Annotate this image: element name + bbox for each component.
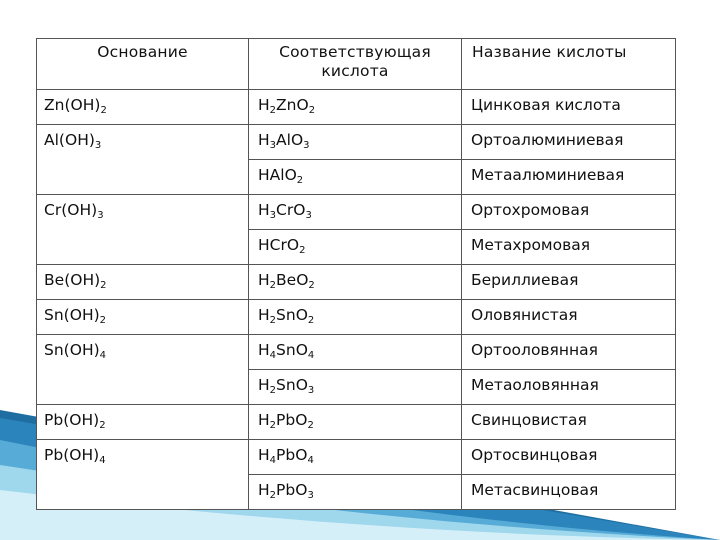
- acid-formula-cell: $H_4PbO_4$: [249, 440, 462, 475]
- acid-name-cell: Ортооловянная: [462, 335, 676, 370]
- acid-formula-cell: $H_3AlO_3$: [249, 125, 462, 160]
- acid-formula-cell: $H_2PbO_2$: [249, 405, 462, 440]
- acid-name-cell: Метахромовая: [462, 230, 676, 265]
- acid-formula-cell: $H_2ZnO_2$: [249, 90, 462, 125]
- base-cell: $Sn(OH)_2$: [37, 300, 249, 335]
- acid-formula-cell: $H_2BeO_2$: [249, 265, 462, 300]
- acid-name-cell: Оловянистая: [462, 300, 676, 335]
- acid-name-cell: Метаоловянная: [462, 370, 676, 405]
- table-row: [37, 90, 676, 125]
- table-row: [37, 195, 676, 230]
- header-acid: Соответствующая кислота: [249, 39, 462, 90]
- table-row: [37, 335, 676, 370]
- base-cell: $Sn(OH)_4$: [37, 335, 249, 405]
- table-row: [37, 125, 676, 160]
- acid-formula-cell: HCrO$_2$: [249, 230, 462, 265]
- table-row: [37, 300, 676, 335]
- base-cell: $Zn(OH)_2$: [37, 90, 249, 125]
- acid-name-cell: Бериллиевая: [462, 265, 676, 300]
- base-cell: $Cr(OH)_3$: [37, 195, 249, 265]
- acid-formula-cell: $H_2PbO_3$: [249, 475, 462, 510]
- acid-formula-cell: HAlO$_2$: [249, 160, 462, 195]
- acid-name-cell: Метасвинцовая: [462, 475, 676, 510]
- acids-table: [36, 38, 676, 510]
- table-row: [37, 440, 676, 475]
- acid-formula-cell: $H_4SnO_4$: [249, 335, 462, 370]
- acid-name-cell: Ортосвинцовая: [462, 440, 676, 475]
- table-row: [37, 405, 676, 440]
- table-header-row: [37, 39, 676, 90]
- acid-name-cell: Метаалюминиевая: [462, 160, 676, 195]
- acid-formula-cell: $H_3CrO_3$: [249, 195, 462, 230]
- acid-name-cell: Свинцовистая: [462, 405, 676, 440]
- base-cell: $Al(OH)_3$: [37, 125, 249, 195]
- acid-formula-cell: $H_2SnO_3$: [249, 370, 462, 405]
- acid-name-cell: Ортоалюминиевая: [462, 125, 676, 160]
- header-base: Основание: [37, 39, 249, 90]
- base-cell: $Pb(OH)_2$: [37, 405, 249, 440]
- table-row: [37, 265, 676, 300]
- base-cell: $Be(OH)_2$: [37, 265, 249, 300]
- acid-name-cell: Ортохромовая: [462, 195, 676, 230]
- acid-formula-cell: $H_2SnO_2$: [249, 300, 462, 335]
- base-cell: $Pb(OH)_4$: [37, 440, 249, 510]
- acid-name-cell: Цинковая кислота: [462, 90, 676, 125]
- header-acid-name: Название кислоты: [462, 39, 676, 90]
